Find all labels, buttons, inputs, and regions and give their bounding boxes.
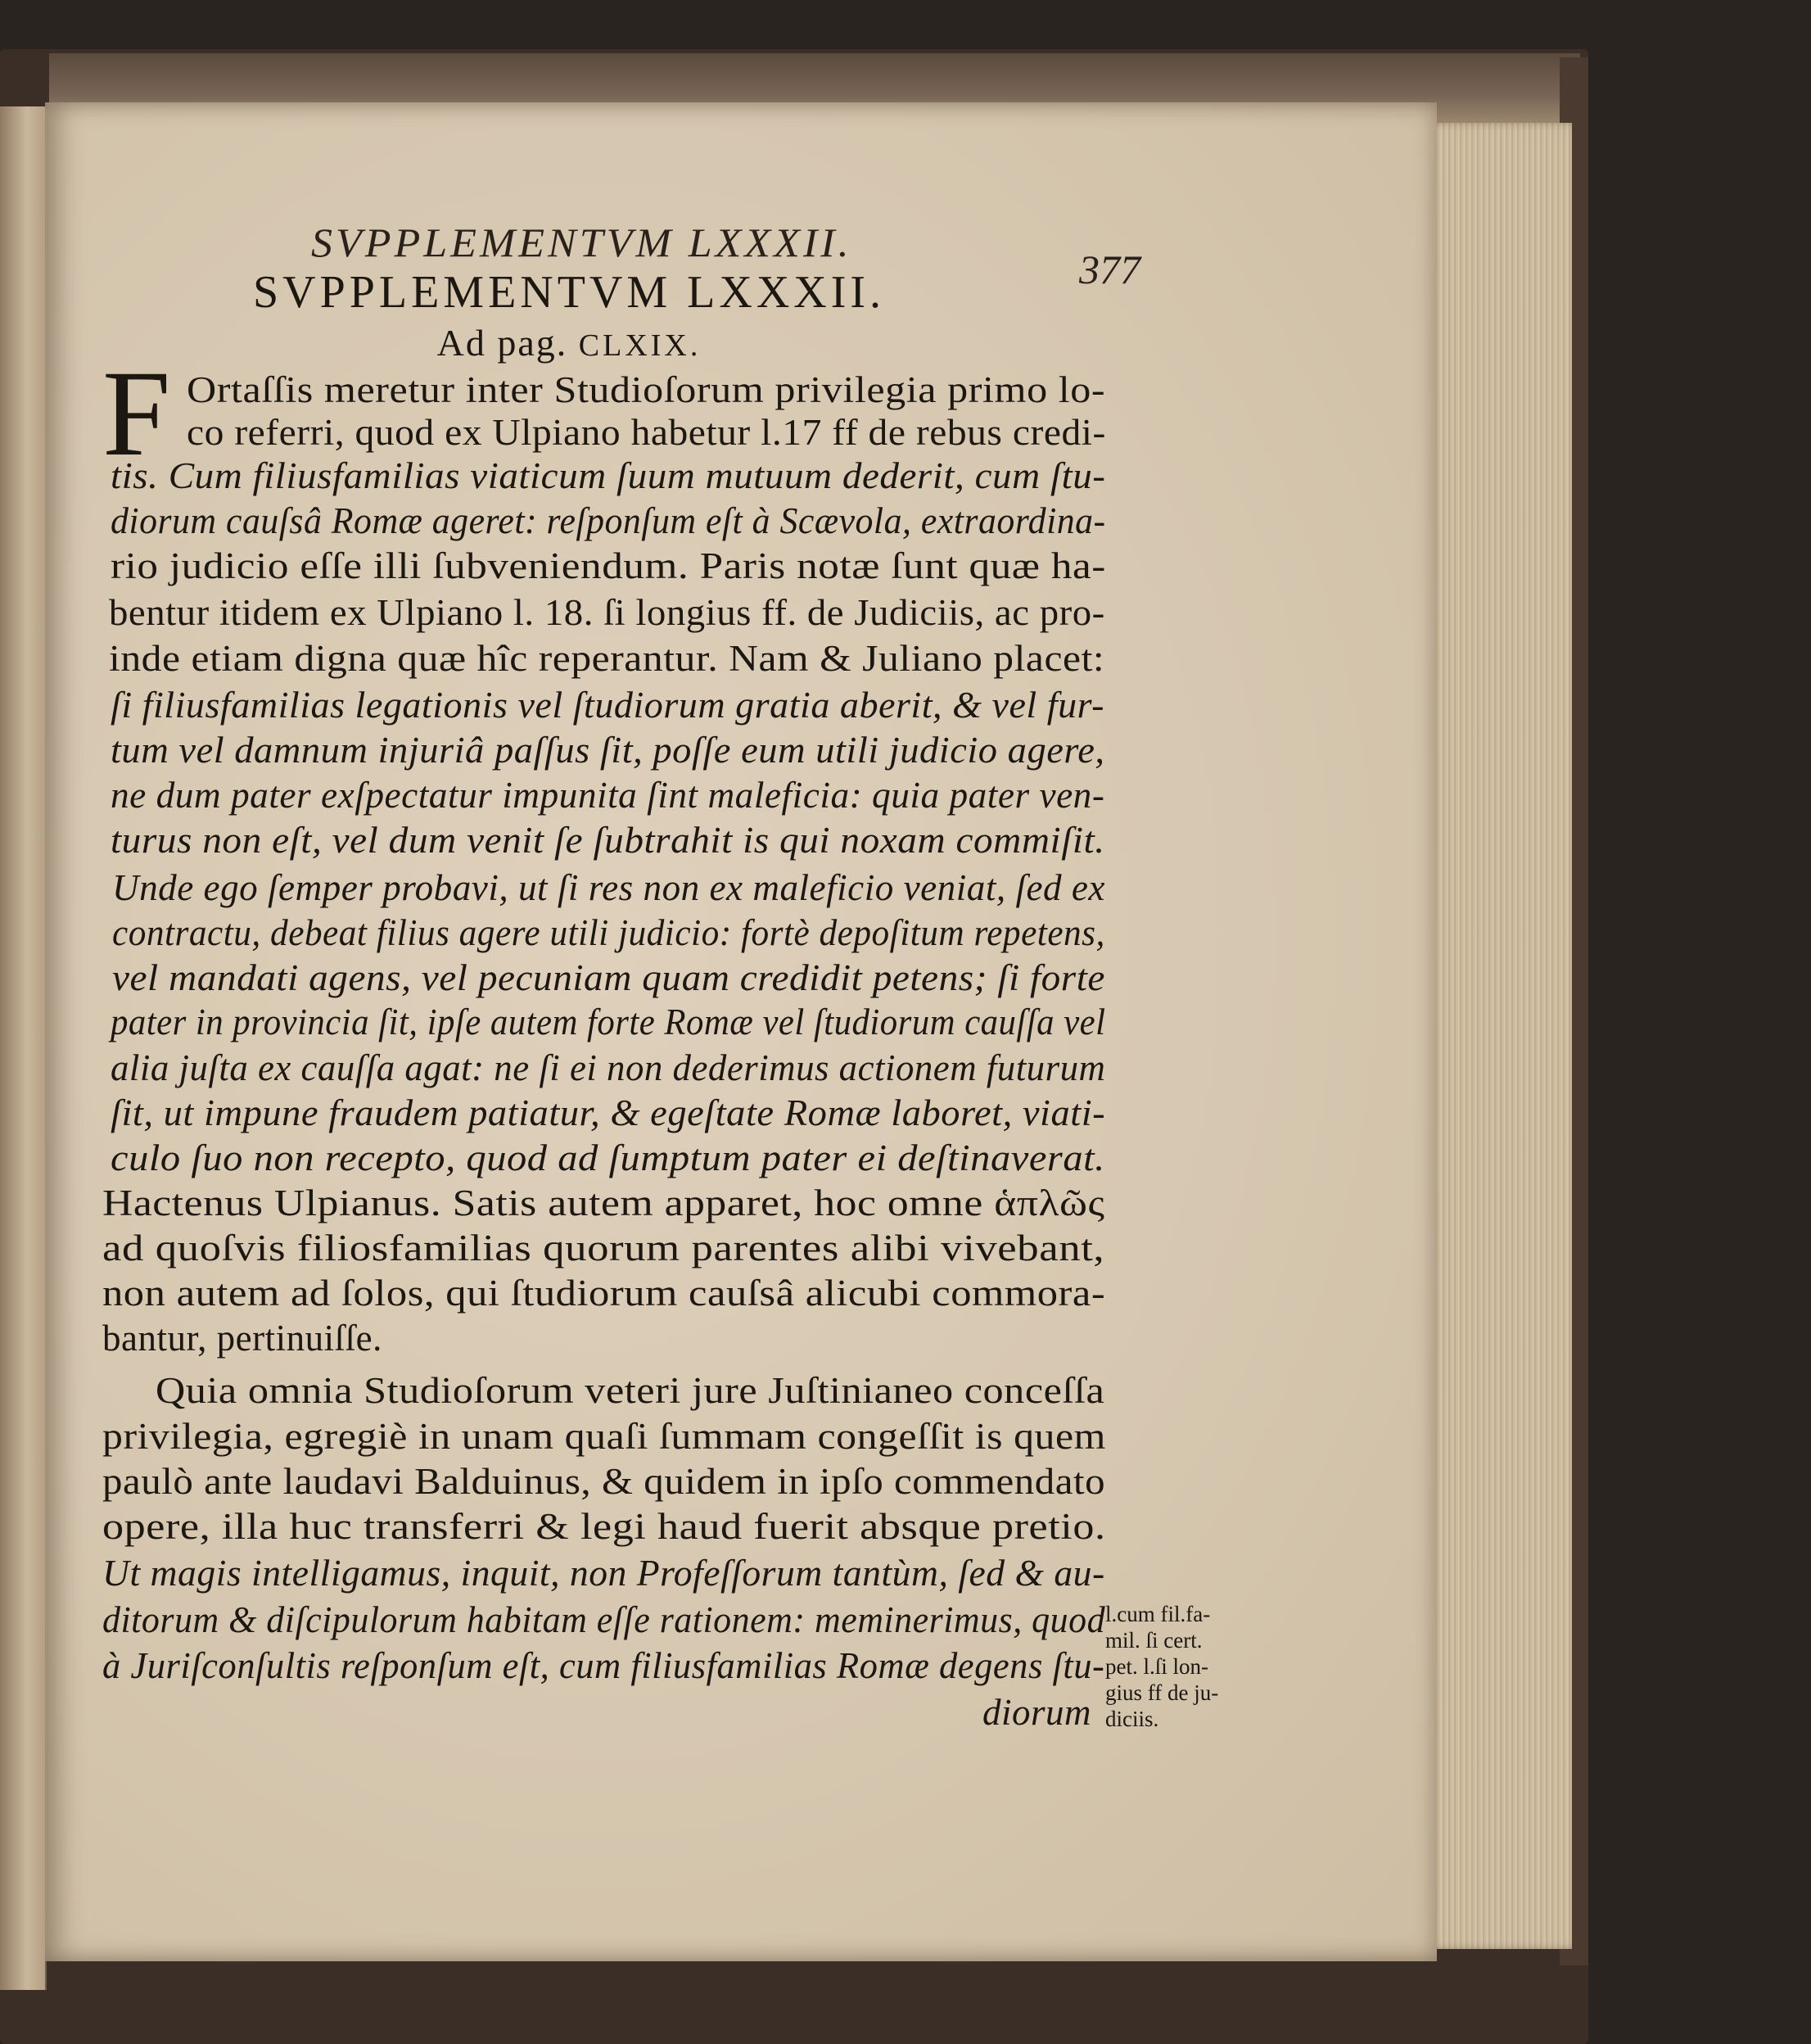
body-line: non autem ad ſolos, qui ſtudiorum cauſsâ alicubi commora- <box>102 1273 1106 1314</box>
body-line: diorum cauſsâ Romæ ageret: reſponſum eſt à Scævola, extraordina- <box>111 500 1106 541</box>
subtitle-page-ref: CLXIX. <box>578 328 702 363</box>
body-line: tum vel damnum injuriâ paſſus ſit, poſſe eum utili judicio agere, <box>111 730 1105 771</box>
body-line: culo ſuo non recepto, quod ad ſumptum pater ei deſtinaverat. <box>111 1137 1105 1178</box>
show-through-text <box>1277 311 1384 1130</box>
body-line: ad quoſvis filiosfamilias quorum parentes alibi vivebant, <box>102 1228 1105 1268</box>
body-line: Unde ego ſemper probavi, ut ſi res non ex maleficio veniat, ſed ex <box>112 867 1105 908</box>
body-line: paulò ante laudavi Balduinus, & quidem in ipſo commendato <box>102 1461 1106 1502</box>
margin-note-line: pet. l.ſi lon- <box>1105 1654 1208 1679</box>
body-line: contractu, debeat filius agere utili judicio: fortè depoſitum repetens, <box>112 912 1105 953</box>
body-line: Quia omnia Studioſorum veteri jure Juſtinianeo conceſſa <box>156 1370 1105 1411</box>
body-line: tis. Cum filiusfamilias viaticum ſuum mutuum dederit, cum ſtu- <box>111 455 1106 496</box>
body-line: inde etiam digna quæ hîc reperantur. Nam & Juliano placet: <box>109 638 1105 679</box>
body-line: privilegia, egregiè in unam quaſi ſummam congeſſit is quem <box>102 1416 1106 1457</box>
body-line: Ortaſſis meretur inter Studioſorum privilegia primo lo- <box>187 369 1106 410</box>
body-line: rio judicio eſſe illi ſubveniendum. Paris notæ ſunt quæ ha- <box>111 545 1106 586</box>
margin-note-line: diciis. <box>1105 1707 1159 1731</box>
page-fore-edge <box>1416 123 1572 1949</box>
margin-note-line: gius ff de ju- <box>1105 1680 1219 1705</box>
margin-note-line: l.cum fil.fa- <box>1105 1602 1211 1626</box>
subtitle-prefix: Ad pag. <box>436 322 568 364</box>
body-line: alia juſta ex cauſſa agat: ne ſi ei non dederimus actionem futurum <box>111 1047 1106 1088</box>
catchword: diorum <box>982 1692 1092 1733</box>
margin-note-line: mil. ſi cert. <box>1105 1628 1203 1653</box>
body-line: co referri, quod ex Ulpiano habetur l.17 ff de rebus credi- <box>187 412 1106 453</box>
body-line: ne dum pater exſpectatur impunita ſint maleficia: quia pater ven- <box>111 775 1105 816</box>
body-line: pater in provincia ſit, ipſe autem forte Romæ vel ſtudiorum cauſſa vel <box>111 1002 1106 1042</box>
body-line: vel mandati agens, vel pecuniam quam credidit petens; ſi forte <box>112 957 1105 998</box>
section-title: SVPPLEMENTVM LXXXII. <box>253 267 885 318</box>
body-line: à Juriſconſultis reſponſum eſt, cum filiusfamilias Romæ degens ſtu- <box>102 1645 1105 1686</box>
body-line: ſi filiusfamilias legationis vel ſtudiorum gratia aberit, & vel fur- <box>111 685 1105 726</box>
section-subtitle <box>0 321 1138 364</box>
page-number: 377 <box>1079 246 1140 292</box>
drop-cap: F <box>102 346 171 482</box>
body-line: ſit, ut impune fraudem patiatur, & egeſtate Romæ laboret, viati- <box>111 1092 1106 1133</box>
body-line: bentur itidem ex Ulpiano l. 18. ſi longius ff. de Judiciis, ac pro- <box>109 592 1105 633</box>
body-line: turus non eſt, vel dum venit ſe ſubtrahit is qui noxam commiſit. <box>111 820 1105 861</box>
body-line: bantur, pertinuiſſe. <box>102 1318 382 1359</box>
marginal-citation <box>1105 1601 1294 1732</box>
running-head: SVPPLEMENTVM LXXXII. <box>311 221 852 266</box>
body-line: ditorum & diſcipulorum habitam eſſe rationem: meminerimus, quod <box>102 1599 1106 1640</box>
body-line: Ut magis intelligamus, inquit, non Profeſſorum tantùm, ſed & au- <box>102 1553 1105 1594</box>
facing-page-edge <box>0 106 47 1990</box>
body-line: Hactenus Ulpianus. Satis autem apparet, hoc omne ἁπλῶς <box>102 1183 1105 1223</box>
body-line: opere, illa huc transferri & legi haud fuerit absque pretio. <box>102 1506 1106 1547</box>
